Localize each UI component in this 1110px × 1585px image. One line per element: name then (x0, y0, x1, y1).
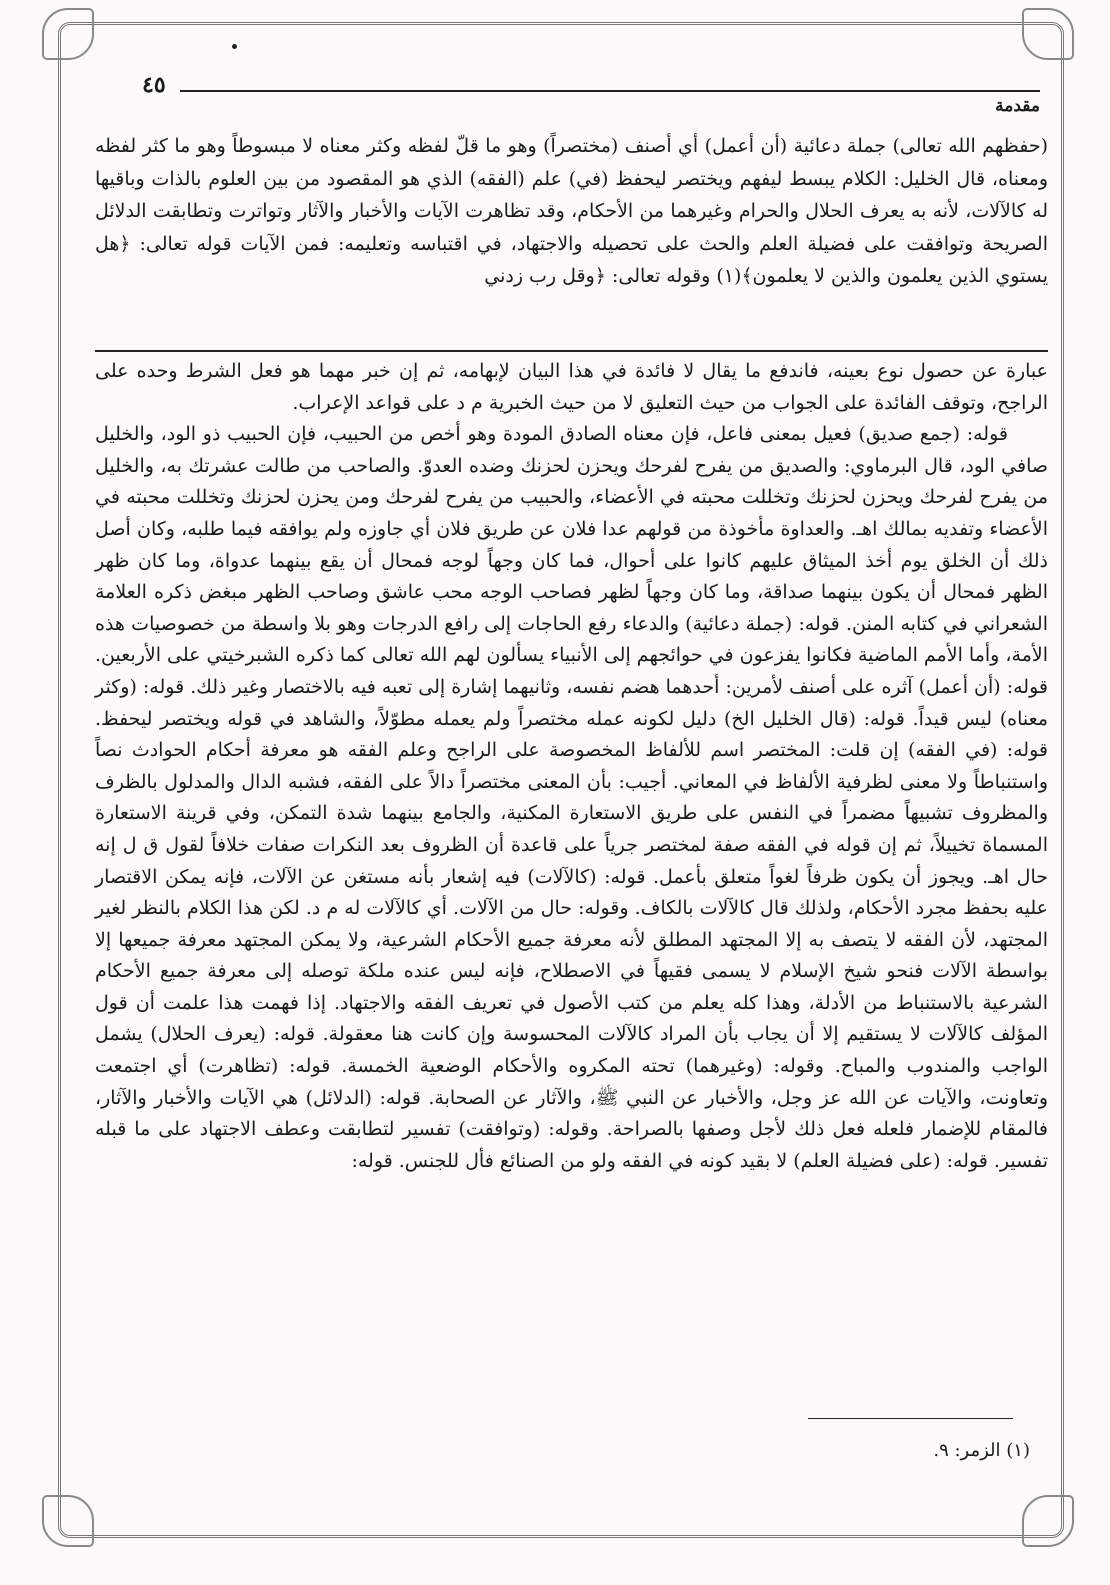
corner-ornament-bottom-left (42, 1495, 94, 1547)
page-header (130, 72, 1040, 116)
corner-ornament-bottom-right (1022, 1495, 1074, 1547)
commentary-paragraph: قوله: (جمع صديق) فعيل بمعنى فاعل، فإن معناه الصادق المودة وهو أخص من الحبيب، فإن الحبيب ذو الود، والخليل صافي الود، قال البرماوي: والصديق من يفرح لفرحك ويحزن لحزنك وضده العدوّ. والصاحب من طالت عشرتك به، والخليل من يفرح لفرحك ويحزن لحزنك وتخللت محبته في الأعضاء، والحبيب من يفرح لفرحك ومن يحزن لحزنك وتخللت محبته في الأعضاء وتفديه بمالك اهـ. والعداوة مأخوذة من قولهم عدا فلان عن طريق فلان أي جاوزه ولم يوافقه فيما طلبه، وكان أصل ذلك أن الخلق يوم أخذ الميثاق عليهم كانوا على أحوال، فما كان وجهاً لوجه فمحال أن يقع بينهما عدواة، وما كان ظهر الظهر فمحال أن يكون بينهما صداقة، وما كان وجهاً لظهر فصاحب الوجه محب عاشق وصاحب الظهر مبغض ذكره العلامة الشعراني في كتابه المنن. قوله: (جملة دعائية) والدعاء رفع الحاجات إلى رافع الدرجات وهو بلا واسطة من خصوصيات هذه الأمة، وأما الأمم الماضية فكانوا يفزعون في حوائجهم إلى الأنبياء يسألون لهم الله تعالى كما ذكره الشبرخيتي على الأربعين. قوله: (أن أعمل) آثره على أصنف لأمرين: أحدهما هضم نفسه، وثانيهما إشارة إلى تعبه فيه بالاختصار وغير ذلك. قوله: (وكثر معناه) ليس قيداً. قوله: (قال الخليل الخ) دليل لكونه عمله مختصراً ولم يعمله مطوّلاً، والشاهد في قوله ويختصر ليحفظ. قوله: (في الفقه) إن قلت: المختصر اسم للألفاظ المخصوصة على الراجح وعلم الفقه هو معرفة أحكام الحوادث نصاً واستنباطاً ولا معنى لظرفية الألفاظ في المعاني. أجيب: بأن المعنى مختصراً دالاً على الفقه، فشبه الدال والمدلول بالظرف والمظروف تشبيهاً مضمراً في النفس على طريق الاستعارة المكنية، والجامع بينهما شدة التمكن، وفي قرينة الاستعارة المسماة تخييلاً، ثم إن قوله في الفقه صفة لمختصر جرياً على قاعدة أن الظروف بعد النكرات صفات خلافاً لقول ق ل إنه حال اهـ. ويجوز أن يكون ظرفاً لغواً متعلق بأعمل. قوله: (كالآلات) فيه إشعار بأنه مستغن عن الآلات، فإنه يمكن الاقتصار عليه بحفظ مجرد الأحكام، ولذلك قال كالآلات بالكاف. وقوله: حال من الآلات. أي كالآلات له م د. لكن هذا الكلام بالنظر لغير المجتهد، لأن الفقه لا يتصف به إلا المجتهد المطلق لأنه معرفة جميع الأحكام الشرعية، ولا يمكن المجتهد معرفة جميعها إلا بواسطة الآلات فنحو شيخ الإسلام لا يسمى فقيهاً في الاصطلاح، فإنه ليس عنده ملكة توصله إلى معرفة جميع الأحكام الشرعية بالاستنباط من الأدلة، وهذا كله يعلم من كتب الأصول في تعريف الفقه والاجتهاد. إذا فهمت هذا علمت أن قول المؤلف كالآلات لا يستقيم إلا أن يجاب بأن المراد كالآلات المحسوسة وإن كانت هنا معقولة. قوله: (يعرف الحلال) يشمل الواجب والمندوب والمباح. وقوله: (وغيرهما) تحته المكروه والأحكام الوضعية الخمسة. قوله: (تظاهرت) أي اجتمعت وتعاونت، والآيات عن الله عز وجل، والأخبار عن النبي ﷺ، والآثار عن الصحابة. قوله: (الدلائل) هي الآيات والأخبار والآثار، فالمقام للإضمار فلعله فعل ذلك لأجل وصفها بالصراحة. وقوله: (وتوافقت) تفسير لتطابقت وعطف الاجتهاد على ما قبله تفسير. قوله: (على فضيلة العلم) لا بقيد كونه في الفقه ولو من الصنائع فأل للجنس. قوله: (95, 423, 1048, 1172)
footnote-rule (808, 1418, 1013, 1419)
page-number: ٤٥ (142, 72, 166, 98)
corner-ornament-top-right (1022, 8, 1074, 60)
text-divider (95, 350, 1048, 352)
commentary (95, 356, 1048, 1177)
ink-dot (232, 44, 237, 49)
footnote: (١) الزمر: ٩. (933, 1440, 1030, 1461)
section-title: مقدمة (995, 96, 1040, 116)
corner-ornament-top-left (42, 8, 94, 60)
header-rule (180, 90, 1040, 92)
commentary-paragraph: عبارة عن حصول نوع بعينه، فاندفع ما يقال لا فائدة في هذا البيان لإبهامه، ثم إن خبر مهما هو فعل الشرط وحده على الراجح، وتوقف الفائدة على الجواب من حيث التعليق لا من حيث الخبرية م د على قواعد الإعراب. (95, 360, 1048, 414)
main-text: (حفظهم الله تعالى) جملة دعائية (أن أعمل) أي أصنف (مختصراً) وهو ما قلّ لفظه وكثر معناه لا مبسوطاً وهو ما كثر لفظه ومعناه، قال الخليل: الكلام يبسط ليفهم ويختصر ليحفظ (في) علم (الفقه) الذي هو المقصود من بين العلوم بالذات وباقيها له كالآلات، لأنه به يعرف الحلال والحرام وغيرهما من الأحكام، وقد تظاهرت الآيات والأخبار والآثار وتواترت وتطابقت الدلائل الصريحة وتوافقت على فضيلة العلم والحث على تحصيله والاجتهاد، في اقتباسه وتعليمه: فمن الآيات قوله تعالى: ﴿هل يستوي الذين يعلمون والذين لا يعلمون﴾(١) وقوله تعالى: ﴿وقل رب زدني (95, 135, 1048, 287)
